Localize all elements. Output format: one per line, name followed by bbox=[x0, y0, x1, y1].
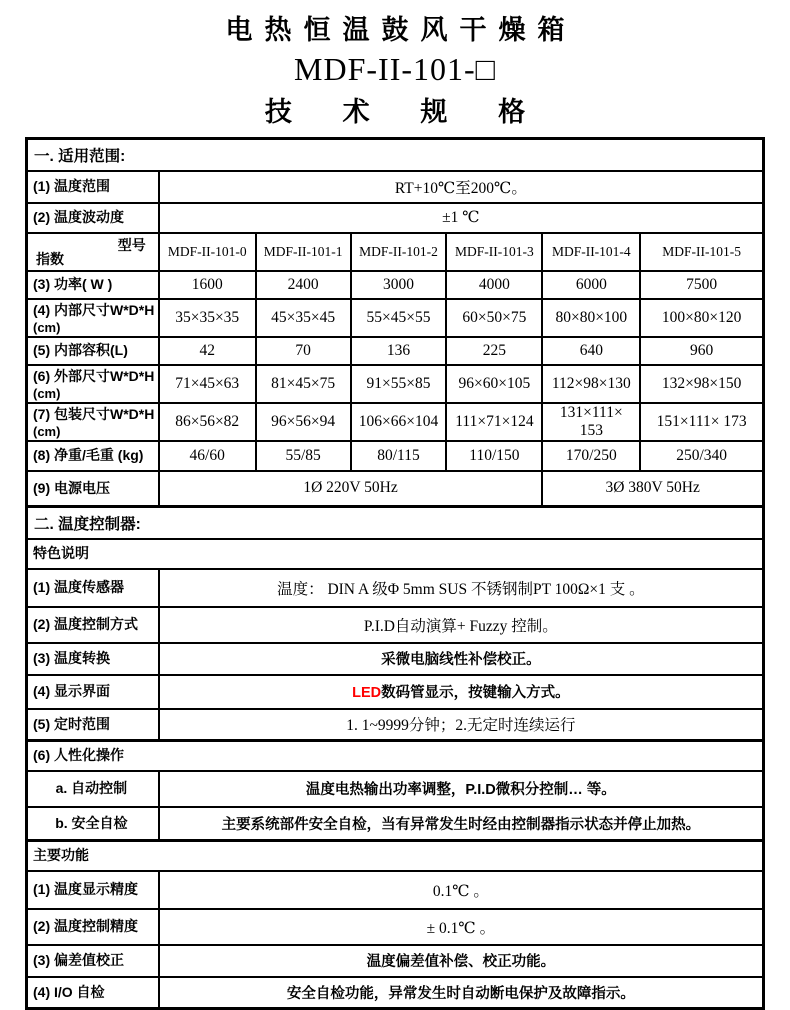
row-value-temp-fluctuation: ±1 ℃ bbox=[159, 203, 764, 233]
section2-heading: 二. 温度控制器: bbox=[27, 507, 764, 539]
model-header-1: MDF-II-101-1 bbox=[256, 233, 351, 271]
row-value-safety-self-check: 主要系统部件安全自检，当有异常发生时经由控制器指示状态并停止加热。 bbox=[159, 807, 764, 841]
cell-package-size-3: 111×71×124 bbox=[446, 403, 542, 441]
document-header bbox=[0, 0, 790, 129]
outer-size-row bbox=[27, 365, 764, 403]
row-value-temp-range: RT+10℃至200℃。 bbox=[159, 171, 764, 203]
corner-label-model: 型号 bbox=[117, 236, 146, 253]
model-header-2: MDF-II-101-2 bbox=[351, 233, 447, 271]
row-label-inner-size bbox=[27, 299, 159, 337]
model-header-0: MDF-II-101-0 bbox=[159, 233, 256, 271]
document-title: 电热恒温鼓风干燥箱 bbox=[225, 15, 577, 45]
inner-size-row bbox=[27, 299, 764, 337]
model-header-3: MDF-II-101-3 bbox=[446, 233, 542, 271]
row-value-auto-control: 温度电热输出功率调整，P.I.D微积分控制… 等。 bbox=[159, 771, 764, 807]
sensor-row bbox=[27, 569, 764, 607]
weight-row bbox=[27, 441, 764, 471]
row-label-offset-calibration: (3) 偏差值校正 bbox=[27, 945, 159, 977]
cell-weight-0: 46/60 bbox=[159, 441, 256, 471]
cell-inner-volume-5: 960 bbox=[640, 337, 763, 365]
package-size-row bbox=[27, 403, 764, 441]
cell-weight-3: 110/150 bbox=[446, 441, 542, 471]
cell-package-size-5: 151×111× 173 bbox=[640, 403, 763, 441]
cell-inner-size-3: 60×50×75 bbox=[446, 299, 542, 337]
row-label-control-mode: (2) 温度控制方式 bbox=[27, 607, 159, 643]
display-ui-rest-text: 数码管显示，按键输入方式。 bbox=[381, 685, 570, 701]
cell-inner-volume-4: 640 bbox=[542, 337, 640, 365]
spec-table bbox=[25, 137, 765, 1010]
cell-package-size-2: 106×66×104 bbox=[351, 403, 447, 441]
row-value-io-self-check: 安全自检功能，异常发生时自动断电保护及故障指示。 bbox=[159, 977, 764, 1009]
row-value-display-ui bbox=[159, 675, 764, 709]
row-value-timer-range: 1. 1~9999分钟；2.无定时连续运行 bbox=[159, 709, 764, 741]
row-label-auto-control: a. 自动控制 bbox=[27, 771, 159, 807]
row-label-safety-self-check: b. 安全自检 bbox=[27, 807, 159, 841]
row-value-display-precision: 0.1℃ 。 bbox=[159, 871, 764, 909]
led-red-text: LED bbox=[352, 685, 382, 701]
row-label-temp-conversion: (3) 温度转换 bbox=[27, 643, 159, 675]
inner-volume-row bbox=[27, 337, 764, 365]
cell-power-supply-three-phase: 3Ø 380V 50Hz bbox=[542, 471, 763, 507]
cell-outer-size-5: 132×98×150 bbox=[640, 365, 763, 403]
io-self-check-row bbox=[27, 977, 764, 1009]
cell-outer-size-1: 81×45×75 bbox=[256, 365, 351, 403]
control-mode-row bbox=[27, 607, 764, 643]
display-precision-row bbox=[27, 871, 764, 909]
display-ui-row bbox=[27, 675, 764, 709]
cell-inner-volume-0: 42 bbox=[159, 337, 256, 365]
features-heading: 特色说明 bbox=[27, 539, 764, 569]
row-label-outer-size bbox=[27, 365, 159, 403]
row-label-display-ui: (4) 显示界面 bbox=[27, 675, 159, 709]
inner-size-label-line1: (4) 内部尺寸W*D*H bbox=[33, 302, 155, 319]
model-header-5: MDF-II-101-5 bbox=[640, 233, 763, 271]
row-label-display-precision: (1) 温度显示精度 bbox=[27, 871, 159, 909]
cell-outer-size-3: 96×60×105 bbox=[446, 365, 542, 403]
cell-inner-volume-3: 225 bbox=[446, 337, 542, 365]
model-number-title: MDF-II-101-□ bbox=[294, 51, 496, 87]
cell-power-3: 4000 bbox=[446, 271, 542, 299]
cell-inner-volume-1: 70 bbox=[256, 337, 351, 365]
cell-outer-size-0: 71×45×63 bbox=[159, 365, 256, 403]
temp-conversion-row bbox=[27, 643, 764, 675]
control-precision-row bbox=[27, 909, 764, 945]
row-label-inner-volume: (5) 内部容积(L) bbox=[27, 337, 159, 365]
matrix-corner-cell bbox=[27, 233, 159, 271]
row-value-temp-conversion: 采微电脑线性补偿校正。 bbox=[159, 643, 764, 675]
cell-package-size-0: 86×56×82 bbox=[159, 403, 256, 441]
outer-size-label-line1: (6) 外部尺寸W*D*H bbox=[33, 368, 155, 385]
model-header-4: MDF-II-101-4 bbox=[542, 233, 640, 271]
package-size-label-line1: (7) 包装尺寸W*D*H bbox=[33, 406, 155, 423]
row-label-weight: (8) 净重/毛重 (kg) bbox=[27, 441, 159, 471]
cell-inner-size-5: 100×80×120 bbox=[640, 299, 763, 337]
cell-package-size-1: 96×56×94 bbox=[256, 403, 351, 441]
model-header-row bbox=[27, 233, 764, 271]
safety-self-check-row bbox=[27, 807, 764, 841]
cell-outer-size-2: 91×55×85 bbox=[351, 365, 447, 403]
cell-inner-size-1: 45×35×45 bbox=[256, 299, 351, 337]
cell-power-1: 2400 bbox=[256, 271, 351, 299]
corner-label-index: 指数 bbox=[36, 250, 64, 267]
main-functions-heading: 主要功能 bbox=[27, 841, 764, 871]
cell-power-2: 3000 bbox=[351, 271, 447, 299]
cell-power-supply-single-phase: 1Ø 220V 50Hz bbox=[159, 471, 543, 507]
cell-inner-size-2: 55×45×55 bbox=[351, 299, 447, 337]
outer-size-label-line2: (cm) bbox=[33, 385, 61, 401]
row-label-timer-range: (5) 定时范围 bbox=[27, 709, 159, 741]
timer-range-row bbox=[27, 709, 764, 741]
cell-power-0: 1600 bbox=[159, 271, 256, 299]
cell-inner-size-4: 80×80×100 bbox=[542, 299, 640, 337]
cell-weight-5: 250/340 bbox=[640, 441, 763, 471]
power-row bbox=[27, 271, 764, 299]
row-value-control-precision: ± 0.1℃ 。 bbox=[159, 909, 764, 945]
row-label-temp-range: (1) 温度范围 bbox=[27, 171, 159, 203]
row-label-power-supply: (9) 电源电压 bbox=[27, 471, 159, 507]
cell-package-size-4: 131×111× 153 bbox=[542, 403, 640, 441]
spec-subtitle: 技 术 规 格 bbox=[264, 97, 548, 127]
row-label-temp-fluctuation: (2) 温度波动度 bbox=[27, 203, 159, 233]
cell-inner-size-0: 35×35×35 bbox=[159, 299, 256, 337]
row-value-sensor: 温度： DIN A 级Φ 5mm SUS 不锈钢制PT 100Ω×1 支 。 bbox=[159, 569, 764, 607]
cell-outer-size-4: 112×98×130 bbox=[542, 365, 640, 403]
auto-control-row bbox=[27, 771, 764, 807]
row-value-offset-calibration: 温度偏差值补偿、校正功能。 bbox=[159, 945, 764, 977]
power-supply-row bbox=[27, 471, 764, 507]
humanized-ops-heading: (6) 人性化操作 bbox=[27, 741, 764, 771]
cell-weight-1: 55/85 bbox=[256, 441, 351, 471]
inner-size-label-line2: (cm) bbox=[33, 319, 61, 335]
cell-power-5: 7500 bbox=[640, 271, 763, 299]
row-value-control-mode: P.I.D自动演算+ Fuzzy 控制。 bbox=[159, 607, 764, 643]
cell-weight-4: 170/250 bbox=[542, 441, 640, 471]
cell-weight-2: 80/115 bbox=[351, 441, 447, 471]
row-label-io-self-check: (4) I/O 自检 bbox=[27, 977, 159, 1009]
cell-power-4: 6000 bbox=[542, 271, 640, 299]
row-label-control-precision: (2) 温度控制精度 bbox=[27, 909, 159, 945]
offset-calibration-row bbox=[27, 945, 764, 977]
row-label-sensor: (1) 温度传感器 bbox=[27, 569, 159, 607]
package-size-label-line2: (cm) bbox=[33, 423, 61, 439]
row-label-power: (3) 功率( W ) bbox=[27, 271, 159, 299]
row-label-package-size bbox=[27, 403, 159, 441]
cell-inner-volume-2: 136 bbox=[351, 337, 447, 365]
section1-heading: 一. 适用范围: bbox=[27, 139, 764, 171]
